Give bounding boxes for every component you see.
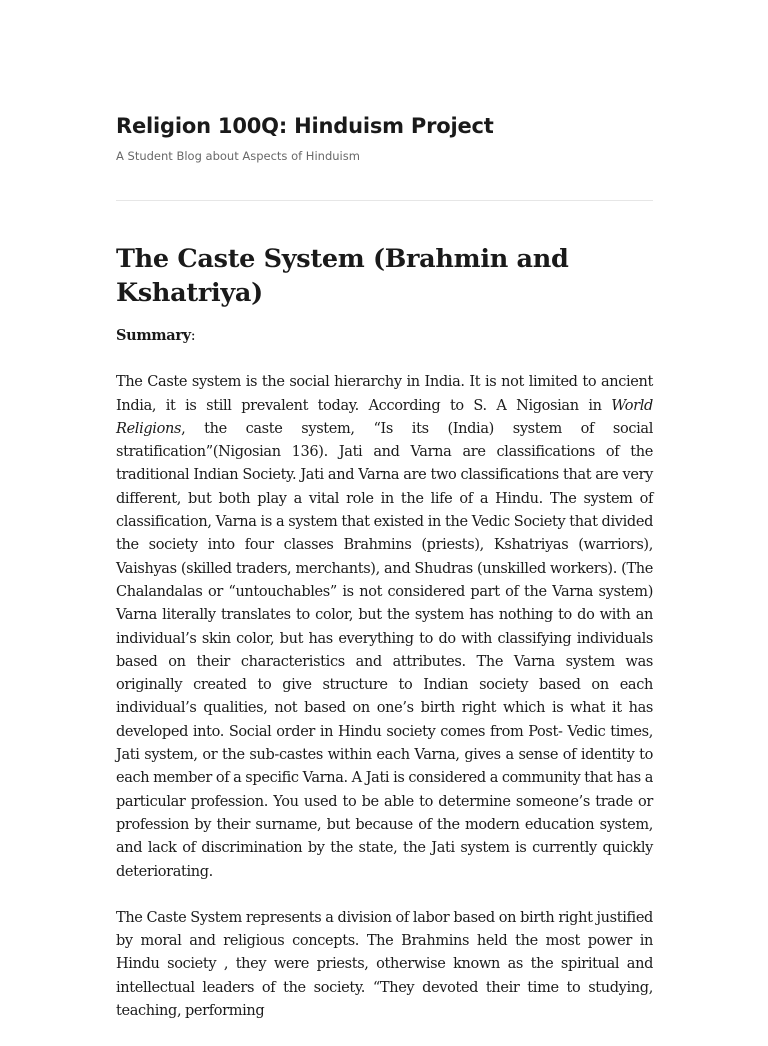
paragraph-2: The Caste System represents a division of labor based on birth right justified by moral and religious concepts. The Brahmins held the most power in Hindu society , they were priests, otherwise known as the spiritual and intellectual leaders of the society. “They devoted their time to studying, teaching, performing: [116, 909, 653, 1020]
paragraph-1-text-b: , the caste system, “Is its (India) system of social stratification”(Nigosian 136). Jati and Varna are classifications of the traditional Indian Society. Jati and Varna are two classifications that are very different, but both play a vital role in the life of a Hindu. The system of classification, Varna is a system that existed in the Vedic Society that divided the society into four classes Brahmins (priests), Kshatriyas (warriors), Vaishyas (skilled traders, merchants), and Shudras (unskilled workers). (The Chalandalas or “untouchables” is not considered part of the Varna system) Varna literally translates to color, but the system has nothing to do with an individual’s skin color, but has everything to do with classifying individuals based on their characteristics and attributes. The Varna system was originally created to give structure to Indian society based on each individual’s qualities, not based on one’s birth right which is what it has developed into. Social order in Hindu society comes from Post- Vedic times, Jati system, or the sub-castes within each Varna, gives a sense of identity to each member of a specific Varna. A Jati is considered a community that has a particular profession. You used to be able to determine someone’s trade or profession by their surname, but because of the modern education system, and lack of discrimination by the state, the Jati system is currently quickly deteriorating.: [116, 420, 653, 880]
site-header: [116, 0, 653, 164]
site-title-link[interactable]: Religion 100Q: Hinduism Project: [116, 114, 494, 138]
summary-heading: [116, 324, 653, 348]
post-content: [116, 324, 653, 1023]
book-title-italic: World Religions: [116, 397, 653, 437]
paragraph-1-text-a: The Caste system is the social hierarchy in India. It is not limited to ancient India, it is still prevalent today. According to S. A Nigosian in: [116, 374, 653, 414]
site-description: A Student Blog about Aspects of Hinduism: [116, 149, 360, 163]
paragraph-1: [116, 371, 653, 884]
summary-label: Summary: [116, 327, 191, 344]
summary-colon: :: [190, 328, 196, 344]
page: [116, 0, 653, 1046]
post-article: [116, 242, 653, 1023]
post-title: The Caste System (Brahmin and Kshatriya): [116, 244, 569, 308]
header-divider: [116, 200, 653, 201]
